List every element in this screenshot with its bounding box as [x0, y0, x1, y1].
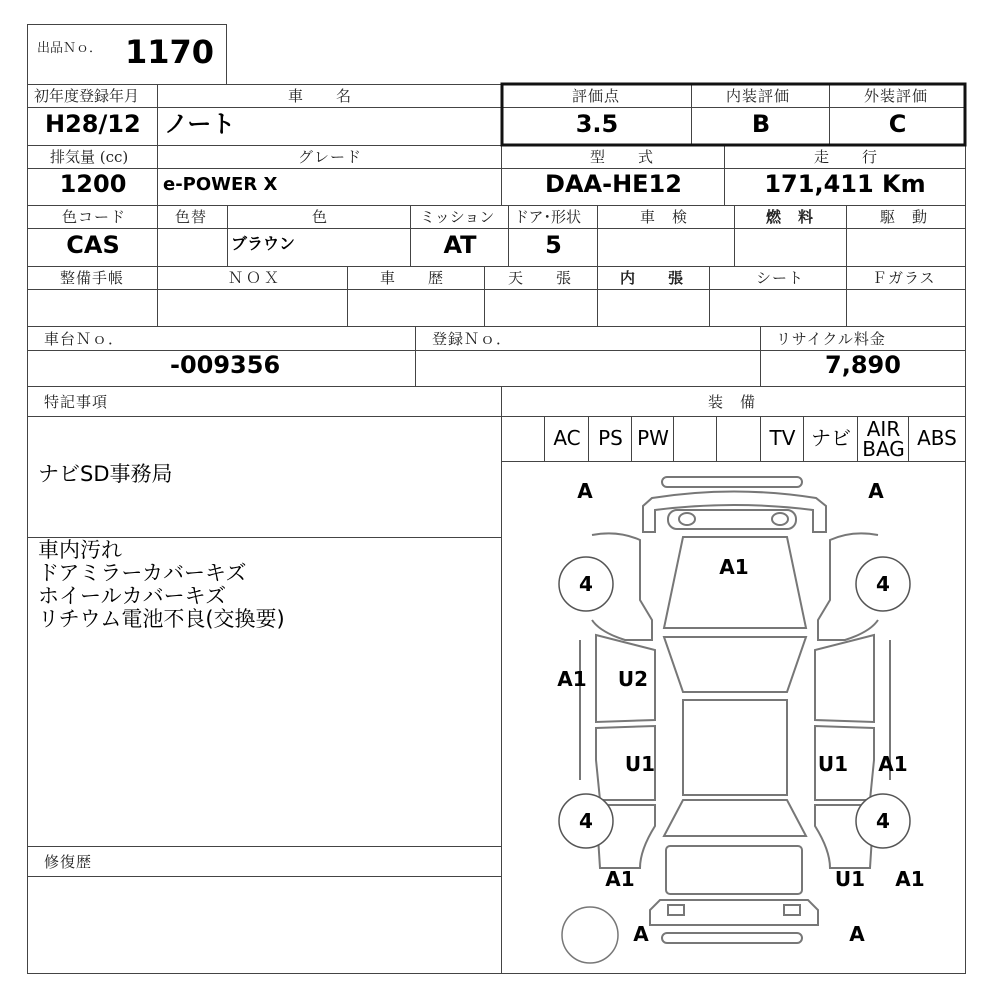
damage-mark: U1	[834, 867, 866, 891]
notes-line: リチウム電池不良(交換要)	[38, 607, 285, 631]
color-code: CAS	[66, 231, 120, 259]
damage-mark: A1	[878, 752, 908, 776]
damage-mark: U1	[817, 752, 849, 776]
car-name: ノート	[164, 110, 236, 138]
interior-grade: B	[751, 110, 771, 138]
damage-mark: A1	[719, 555, 749, 579]
history-label: 車 歴	[380, 269, 445, 287]
exterior-grade: C	[888, 110, 907, 138]
lot-number-label: 出品Ｎｏ．	[37, 41, 103, 56]
equipment-label: 装 備	[708, 393, 757, 411]
equipment-airbag: AIR BAG	[862, 417, 905, 461]
fuel-label: 燃 料	[766, 208, 815, 226]
inspection-label: 車 検	[640, 208, 689, 226]
equipment-abs: ABS	[917, 426, 957, 450]
chassis-label: 車台Ｎｏ．	[44, 330, 125, 348]
service-record-label: 整備手帳	[60, 269, 125, 287]
recycle-fee: 7,890	[825, 351, 901, 379]
equipment-pw: PW	[637, 426, 669, 450]
door-label: ドア･形状	[514, 208, 582, 226]
mileage-label: 走 行	[814, 148, 879, 166]
door-count: 5	[545, 231, 562, 259]
drive-label: 駆 動	[880, 208, 929, 226]
year-label: 初年度登録年月	[34, 87, 140, 105]
glass-label: Ｆガラス	[872, 269, 936, 287]
damage-mark: U2	[617, 667, 649, 691]
damage-mark: U1	[624, 752, 656, 776]
tire-grade: 4	[876, 572, 890, 596]
mission-label: ミッション	[420, 208, 495, 226]
equipment-ac: AC	[553, 426, 581, 450]
tire-grade: 4	[579, 572, 593, 596]
notes-line: 車内汚れ	[38, 538, 122, 562]
nox-label: ＮＯＸ	[228, 269, 283, 287]
seat-label: シート	[756, 269, 805, 287]
first-registration: H28/12	[45, 110, 141, 138]
lot-number: 1170	[125, 33, 215, 71]
damage-mark: A1	[557, 667, 587, 691]
interior-grade-label: 内装評価	[726, 87, 791, 105]
notes-label: 特記事項	[44, 393, 109, 411]
score-label: 評価点	[572, 87, 621, 105]
notes-line: ドアミラーカバーキズ	[38, 561, 247, 585]
damage-mark: A	[868, 479, 884, 503]
chassis-number: -009356	[170, 351, 281, 379]
equipment-tv: TV	[769, 426, 796, 450]
model-label: 型 式	[590, 148, 655, 166]
displacement: 1200	[59, 170, 127, 198]
damage-mark: A	[577, 479, 593, 503]
grade-label: グレード	[298, 148, 363, 166]
grade: e-POWER X	[163, 174, 278, 195]
interior-trim-label: 内 張	[620, 269, 685, 287]
tire-grade: 4	[876, 809, 890, 833]
spare-tire	[562, 907, 618, 963]
damage-mark: A	[633, 922, 649, 946]
mission: AT	[443, 231, 477, 259]
color-label: 色	[312, 208, 329, 226]
color-code-label: 色コード	[62, 208, 127, 226]
score-value: 3.5	[575, 110, 619, 138]
car-name-label: 車 名	[288, 87, 353, 105]
damage-mark: A1	[605, 867, 635, 891]
notes-line: ナビSD事務局	[38, 462, 173, 486]
equipment-navi: ナビ	[811, 426, 851, 450]
color: ブラウン	[231, 234, 296, 253]
repaint-label: 色替	[175, 208, 208, 226]
equipment-ps: PS	[598, 426, 623, 450]
mileage: 171,411 Km	[764, 170, 926, 198]
model-code: DAA-HE12	[545, 170, 682, 198]
repair-history-label: 修復歴	[44, 853, 93, 871]
registration-label: 登録Ｎｏ．	[432, 330, 513, 348]
displacement-label: 排気量 (cc)	[50, 148, 129, 166]
recycle-fee-label: リサイクル料金	[776, 330, 886, 348]
tire-grade: 4	[579, 809, 593, 833]
damage-mark: A	[849, 922, 865, 946]
exterior-grade-label: 外装評価	[864, 87, 929, 105]
ceiling-label: 天 張	[508, 269, 573, 287]
damage-mark: A1	[895, 867, 925, 891]
notes-line: ホイールカバーキズ	[38, 584, 227, 608]
